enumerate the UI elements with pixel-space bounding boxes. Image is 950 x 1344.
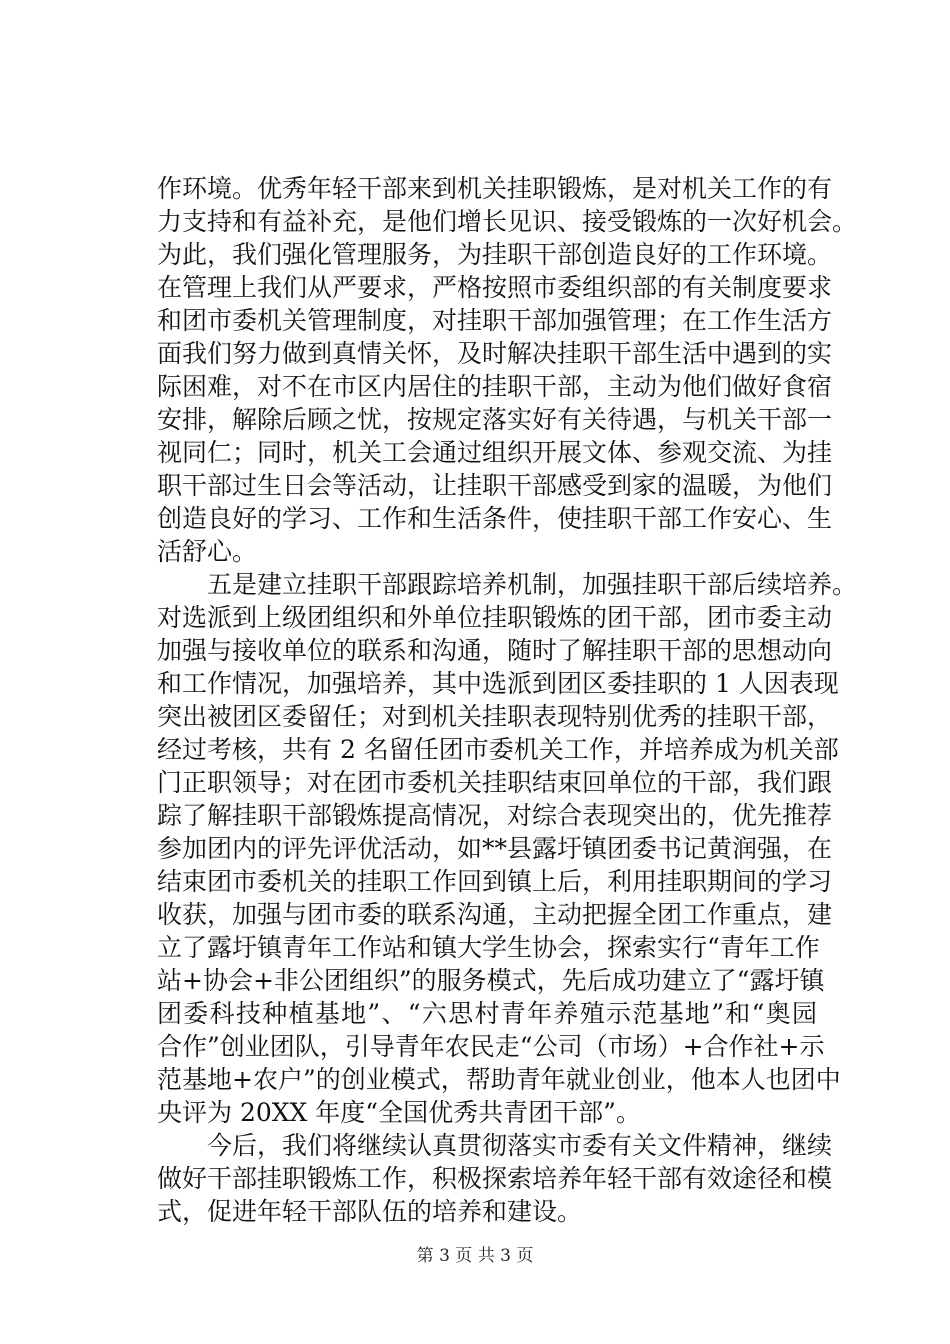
paragraph-line: 央评为 20XX 年度“全国优秀共青团干部”。 [157,1098,641,1127]
paragraph-line: 结束团市委机关的挂职工作回到镇上后，利用挂职期间的学习 [157,867,833,896]
paragraph-line: 做好干部挂职锻炼工作，积极探索培养年轻干部有效途径和模 [157,1164,833,1193]
paragraph-line: 视同仁；同时，机关工会通过组织开展文体、参观交流、为挂 [157,438,833,467]
paragraph-line: 突出被团区委留任；对到机关挂职表现特别优秀的挂职干部， [157,702,833,731]
paragraph-line: 职干部过生日会等活动，让挂职干部感受到家的温暖，为他们 [157,471,833,500]
paragraph [157,172,858,568]
paragraph-line: 参加团内的评先评优活动，如**县露圩镇团委书记黄润强，在 [157,834,833,863]
paragraph-line: 收获，加强与团市委的联系沟通，主动把握全团工作重点，建 [157,900,833,929]
paragraph-line: 站+协会+非公团组织”的服务模式，先后成功建立了“露圩镇 [157,966,825,995]
paragraph-line: 活舒心。 [157,537,258,566]
paragraph [157,568,858,1129]
paragraph-line: 合作”创业团队，引导青年农民走“公司（市场）+合作社+示 [157,1032,825,1061]
paragraph-line: 安排，解除后顾之忧，按规定落实好有关待遇，与机关干部一 [157,405,833,434]
paragraph-line: 际困难，对不在市区内居住的挂职干部，主动为他们做好食宿 [157,372,833,401]
paragraph-line: 面我们努力做到真情关怀，及时解决挂职干部生活中遇到的实 [157,339,833,368]
paragraph-line: 作环境。优秀年轻干部来到机关挂职锻炼，是对机关工作的有 [157,174,833,203]
paragraph-line: 在管理上我们从严要求，严格按照市委组织部的有关制度要求 [157,273,833,302]
paragraph-line: 式，促进年轻干部队伍的培养和建设。 [157,1197,583,1226]
document-body [157,172,858,1228]
paragraph-line: 对选派到上级团组织和外单位挂职锻炼的团干部，团市委主动 [157,603,833,632]
paragraph-line: 和团市委机关管理制度，对挂职干部加强管理；在工作生活方 [157,306,833,335]
paragraph-line: 范基地+农户”的创业模式，帮助青年就业创业，他本人也团中 [157,1065,841,1094]
paragraph-line: 门正职领导；对在团市委机关挂职结束回单位的干部，我们跟 [157,768,833,797]
paragraph [157,1129,833,1228]
paragraph-line: 踪了解挂职干部锻炼提高情况，对综合表现突出的，优先推荐 [157,801,833,830]
paragraph-line: 今后，我们将继续认真贯彻落实市委有关文件精神，继续 [207,1131,833,1160]
paragraph-line: 和工作情况，加强培养，其中选派到团区委挂职的 1 人因表现 [157,669,839,698]
paragraph-line: 五是建立挂职干部跟踪培养机制，加强挂职干部后续培养。 [207,570,858,599]
paragraph-line: 力支持和有益补充，是他们增长见识、接受锻炼的一次好机会。 [157,207,858,236]
page-footer: 第 3 页 共 3 页 [416,1246,534,1266]
paragraph-line: 团委科技种植基地”、“六思村青年养殖示范基地”和“奥园 [157,999,817,1028]
paragraph-line: 经过考核，共有 2 名留任团市委机关工作，并培养成为机关部 [157,735,839,764]
paragraph-line: 为此，我们强化管理服务，为挂职干部创造良好的工作环境。 [157,240,833,269]
paragraph-line: 立了露圩镇青年工作站和镇大学生协会，探索实行“青年工作 [157,933,820,962]
paragraph-line: 加强与接收单位的联系和沟通，随时了解挂职干部的思想动向 [157,636,833,665]
paragraph-line: 创造良好的学习、工作和生活条件，使挂职干部工作安心、生 [157,504,833,533]
